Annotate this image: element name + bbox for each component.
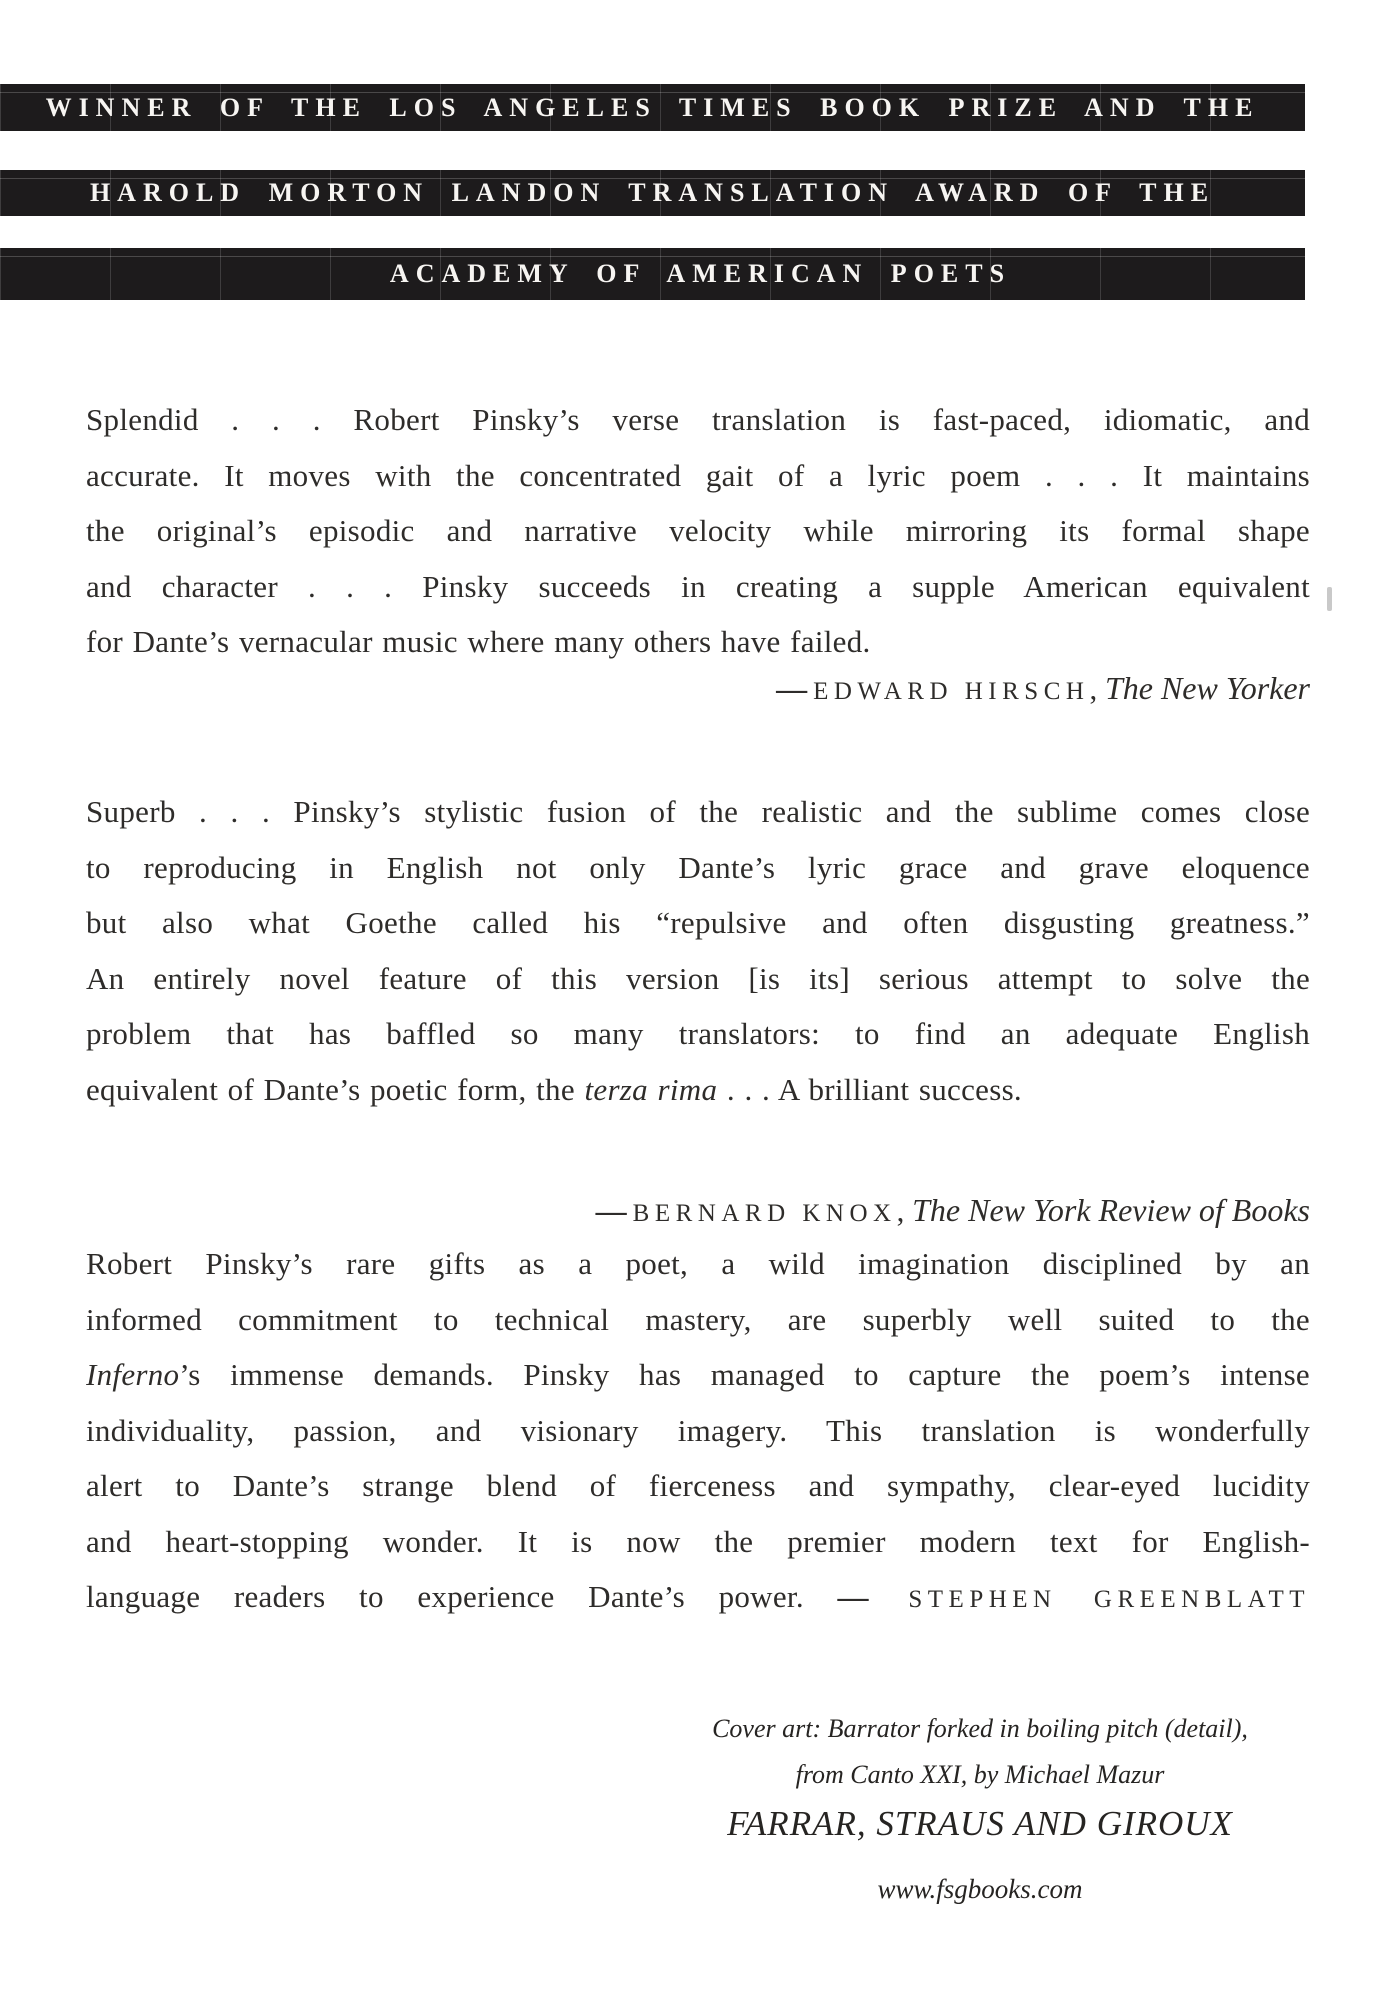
quote-line: An entirely novel feature of this version [is its] serious attempt to solve the xyxy=(86,960,1310,996)
attribution-dash: — xyxy=(776,671,808,706)
attribution-knox xyxy=(86,1182,1310,1238)
quote-line: the original’s episodic and narrative velocity while mirroring its formal shape xyxy=(86,513,1310,548)
attribution-name: BERNARD KNOX xyxy=(632,1200,897,1227)
award-banner-line-1 xyxy=(0,84,1305,131)
award-banner-line-3 xyxy=(0,248,1305,300)
quote-paragraph-hirsch xyxy=(86,392,1310,670)
award-banner-text-3: ACADEMY OF AMERICAN POETS xyxy=(389,259,1012,288)
quote-line: and character . . . Pinsky succeeds in creating a supple American equivalent xyxy=(86,568,1310,604)
quote-line: Robert Pinsky’s rare gifts as a poet, a wild imagination disciplined by an xyxy=(86,1246,1310,1281)
quote-line: problem that has baffled so many translators: to find an adequate English xyxy=(86,1016,1310,1051)
quote-line: and heart-stopping wonder. It is now the premier modern text for English- xyxy=(86,1523,1310,1559)
website-url: www.fsgbooks.com xyxy=(877,1874,1083,1904)
quote-paragraph-greenblatt xyxy=(86,1236,1310,1625)
quote-line: Inferno’s immense demands. Pinsky has managed to capture the poem’s intense xyxy=(86,1357,1310,1392)
attribution-hirsch xyxy=(86,660,1310,716)
quote-line: language readers to experience Dante’s power. — STEPHEN GREENBLATT xyxy=(86,1579,1310,1614)
publisher-name: FARRAR, STRAUS AND GIROUX xyxy=(727,1804,1233,1843)
cover-art-credit-line-1: Cover art: Barrator forked in boiling pitch (detail), xyxy=(712,1714,1248,1743)
attribution-separator: , xyxy=(1089,671,1098,706)
cover-art-credit-line-2: from Canto XXI, by Michael Mazur xyxy=(795,1760,1165,1789)
award-banner-text-1: WINNER OF THE LOS ANGELES TIMES BOOK PRIZE AND THE xyxy=(45,92,1260,122)
award-banner-line-2 xyxy=(0,170,1305,216)
quote-line: informed commitment to technical mastery, are superbly well suited to the xyxy=(86,1301,1310,1337)
award-banner-text-2: HAROLD MORTON LANDON TRANSLATION AWARD OF THE xyxy=(89,178,1216,207)
quote-line: alert to Dante’s strange blend of fierceness and sympathy, clear-eyed lucidity xyxy=(86,1468,1310,1503)
quote-line: but also what Goethe called his “repulsive and often disgusting greatness.” xyxy=(86,905,1310,940)
quote-paragraph-knox xyxy=(86,784,1310,1117)
quote-line: individuality, passion, and visionary imagery. This translation is wonderfully xyxy=(86,1412,1310,1448)
attribution-source: The New York Review of Books xyxy=(912,1192,1310,1228)
attribution-name: EDWARD HIRSCH xyxy=(813,678,1090,705)
quote-line: for Dante’s vernacular music where many others have failed. xyxy=(86,624,871,659)
quote-line: equivalent of Dante’s poetic form, the terza rima . . . A brilliant success. xyxy=(86,1071,1022,1107)
quote-line: to reproducing in English not only Dante’s lyric grace and grave eloquence xyxy=(86,849,1310,885)
quote-line: accurate. It moves with the concentrated gait of a lyric poem . . . It maintains xyxy=(86,457,1310,493)
quote-line: Splendid . . . Robert Pinsky’s verse translation is fast-paced, idiomatic, and xyxy=(86,402,1310,437)
attribution-separator: , xyxy=(896,1193,905,1228)
attribution-dash: — xyxy=(595,1193,627,1228)
imprint-block xyxy=(620,1712,1340,1906)
attribution-source: The New Yorker xyxy=(1104,670,1310,706)
scan-artifact xyxy=(1327,587,1332,611)
quote-line: Superb . . . Pinsky’s stylistic fusion of the realistic and the sublime comes close xyxy=(86,794,1310,829)
